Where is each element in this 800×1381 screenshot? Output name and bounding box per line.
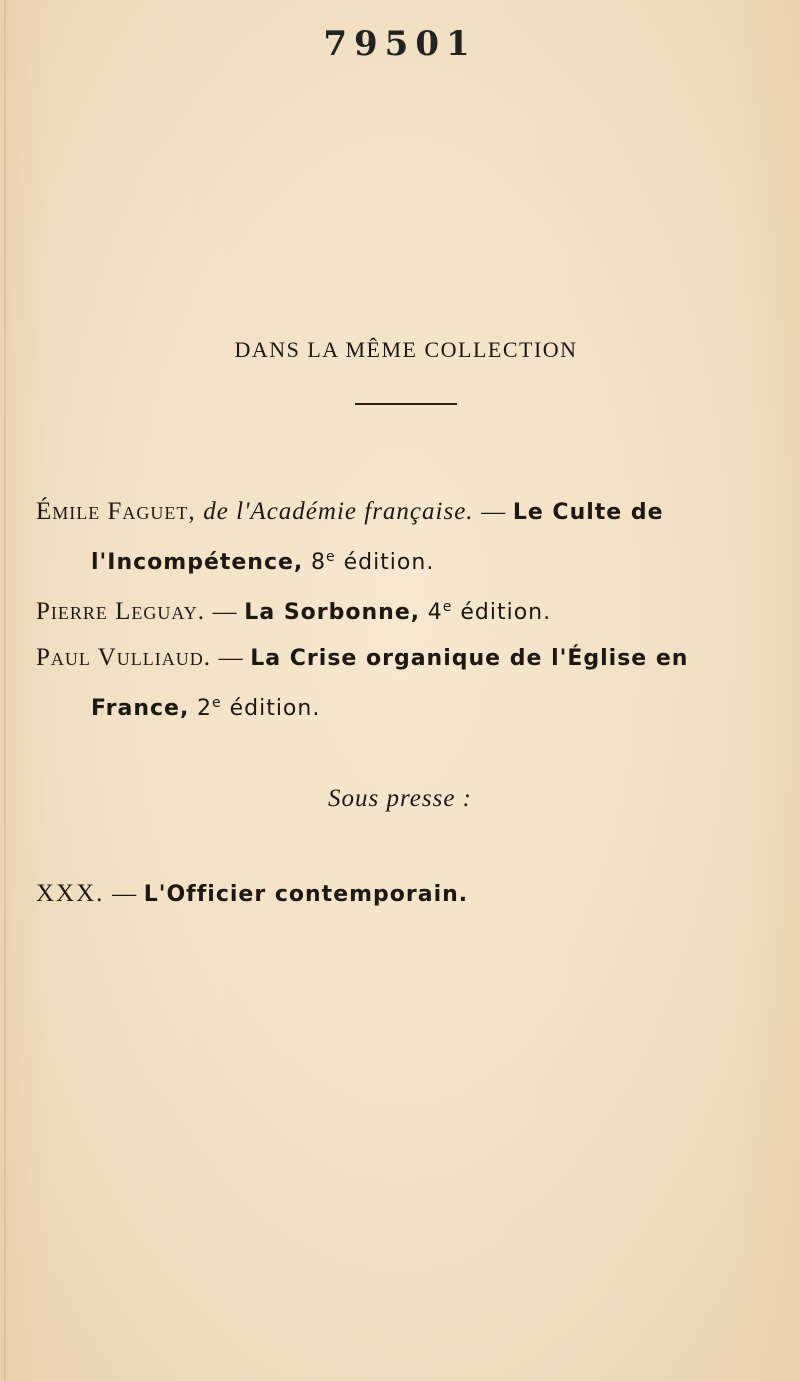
edition-superscript: e: [325, 549, 336, 565]
entry-continuation: [36, 535, 766, 585]
edition-word: édition.: [343, 550, 435, 575]
in-press-entry: [36, 879, 468, 908]
press-separator: —: [112, 881, 137, 907]
shelf-number: 79501: [323, 24, 477, 64]
edition-number: 2: [196, 696, 212, 721]
entry-title: Le Culte de: [512, 500, 664, 525]
edition-superscript: e: [442, 599, 453, 615]
entry-separator: —: [212, 599, 237, 625]
edition-word: édition.: [229, 696, 321, 721]
entry-affiliation: de l'Académie française.: [203, 498, 474, 525]
entry-separator: —: [481, 499, 506, 525]
entry-edition: [311, 550, 434, 575]
entry-author: Paul Vulliaud.: [36, 644, 211, 671]
press-author: XXX.: [36, 880, 105, 907]
heading-divider: [355, 403, 457, 405]
book-entry-vulliaud: [36, 635, 766, 731]
entry-separator: —: [218, 645, 243, 671]
book-entry-leguay: [36, 585, 766, 635]
edition-word: édition.: [460, 600, 552, 625]
entry-title-continued: France,: [91, 696, 190, 721]
collection-heading: DANS LA MÊME COLLECTION: [234, 337, 578, 362]
entry-edition: [428, 600, 551, 625]
in-press-heading: Sous presse :: [327, 785, 472, 812]
edition-superscript: e: [211, 695, 222, 711]
book-entry-faguet: [36, 489, 766, 585]
entry-edition: [197, 696, 320, 721]
entry-author: Pierre Leguay.: [36, 598, 206, 625]
press-title: L'Officier contemporain.: [143, 882, 469, 907]
book-list: [36, 489, 766, 731]
edition-number: 4: [427, 600, 443, 625]
entry-title-continued: l'Incompétence,: [91, 550, 304, 575]
entry-title: La Sorbonne,: [244, 600, 421, 625]
binding-edge: [4, 0, 6, 1381]
edition-number: 8: [310, 550, 326, 575]
entry-continuation: [36, 681, 766, 731]
entry-title: La Crise organique de l'Église en: [250, 646, 689, 671]
entry-author: Émile Faguet,: [36, 498, 196, 525]
